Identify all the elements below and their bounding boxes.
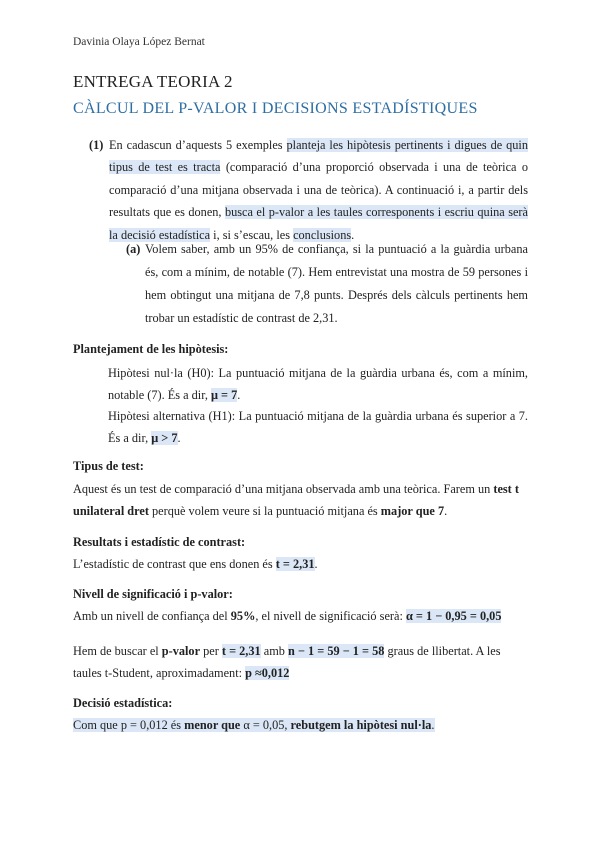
- degrees-freedom: n − 1 = 59 − 1 = 58: [288, 644, 385, 658]
- h0-end: .: [237, 388, 241, 402]
- decision-heading: Decisió estadística:: [73, 696, 173, 710]
- exercise-statement: [89, 134, 528, 246]
- test-type-part: Aquest és un test de comparació d’una mitjana observada amb una teòrica. Farem un: [73, 482, 494, 496]
- h1-text: Hipòtesi alternativa (H1): La puntuació mitjana de la guàrdia urbana és superior a 7. És a dir,: [108, 409, 528, 445]
- subitem-number: (a): [126, 242, 141, 256]
- exercise-highlight: conclusions: [293, 227, 352, 242]
- test-type-part: .: [444, 504, 448, 518]
- exercise-highlight: planteja les hipòtesis pertinents i digues de quin tipus de test es tracta: [109, 138, 528, 175]
- test-type-heading: Tipus de test:: [73, 459, 144, 473]
- results-part: L’estadístic de contrast que ens donen és: [73, 557, 276, 571]
- exercise-text-part: En cadascun d’aquests 5 exemples: [109, 138, 287, 152]
- decision-bold: menor que: [184, 718, 241, 732]
- t-value: t = 2,31: [221, 644, 261, 658]
- pvalue-bold: p-valor: [161, 644, 201, 658]
- alpha-formula: α = 1 − 0,95 = 0,05: [405, 609, 502, 623]
- exercise-text-part: .: [351, 227, 355, 242]
- h0-formula: μ = 7: [210, 388, 238, 402]
- pvalue-part: graus de llibertat. A les taules t-Student, aproximadament:: [73, 644, 501, 680]
- alternative-hypothesis: [108, 405, 528, 449]
- pvalue-text: [73, 640, 528, 684]
- decision-highlight: [73, 718, 435, 732]
- significance-part: , el nivell de significació serà:: [255, 609, 406, 623]
- exercise-text-part: (comparació d’una proporció observada i una de teòrica o comparació d’una mitjana observada i una de teòrica). A continuació i, a partir dels resultats que es donen,: [109, 160, 528, 220]
- results-heading: Resultats i estadístic de contrast:: [73, 535, 246, 549]
- significance-text: [73, 605, 528, 627]
- document-subtitle: CÀLCUL DEL P-VALOR I DECISIONS ESTADÍSTIQUES: [73, 100, 478, 117]
- decision-bold: rebutgem la hipòtesi nul·la: [290, 718, 432, 732]
- results-part: .: [314, 557, 318, 571]
- test-type-bold: major que 7: [380, 504, 445, 518]
- pvalue-part: Hem de buscar el: [73, 644, 162, 658]
- exercise-highlight: busca el p-valor a les taules corresponents i escriu quina serà la decisió estadística: [109, 205, 528, 242]
- test-type-bold: test t unilateral dret: [73, 482, 519, 518]
- exercise-text: [109, 134, 528, 246]
- results-value: t = 2,31: [275, 557, 315, 571]
- decision-part: Com que p = 0,012 és: [73, 718, 185, 732]
- decision-part: α = 0,05,: [240, 718, 291, 732]
- pvalue-part: amb: [260, 644, 289, 658]
- decision-text: [73, 714, 528, 736]
- subitem-a: [128, 238, 528, 330]
- exercise-text-part: i, si s’escau, les: [210, 227, 294, 242]
- subitem-text: Volem saber, amb un 95% de confiança, si la puntuació a la guàrdia urbana és, com a mínim, de notable (7). Hem entrevistat una mostra de 59 persones i hem obtingut una mitjana de 7,8 punts. Després dels càlculs pertinents hem trobar un estadístic de contrast de 2,31.: [145, 242, 528, 325]
- significance-bold: 95%: [230, 609, 256, 623]
- pvalue-part: per: [200, 644, 222, 658]
- significance-heading: Nivell de significació i p-valor:: [73, 587, 233, 601]
- significance-part: Amb un nivell de confiança del: [73, 609, 231, 623]
- decision-part: .: [431, 718, 435, 732]
- hypotheses-heading: Plantejament de les hipòtesis:: [73, 342, 229, 356]
- results-text: [73, 553, 528, 575]
- h1-formula: μ > 7: [151, 431, 178, 445]
- test-type-text: [73, 478, 528, 522]
- exercise-number: (1): [89, 138, 104, 152]
- h1-end: .: [177, 431, 181, 445]
- null-hypothesis: [108, 362, 528, 406]
- author-header: Davinia Olaya López Bernat: [73, 36, 205, 48]
- document-title: ENTREGA TEORIA 2: [73, 72, 233, 91]
- h0-text: Hipòtesi nul·la (H0): La puntuació mitjana de la guàrdia urbana és, com a mínim, notable (7). És a dir,: [108, 366, 528, 402]
- p-value: p ≈0,012: [245, 666, 290, 680]
- test-type-part: perquè volem veure si la puntuació mitjana és: [148, 504, 381, 518]
